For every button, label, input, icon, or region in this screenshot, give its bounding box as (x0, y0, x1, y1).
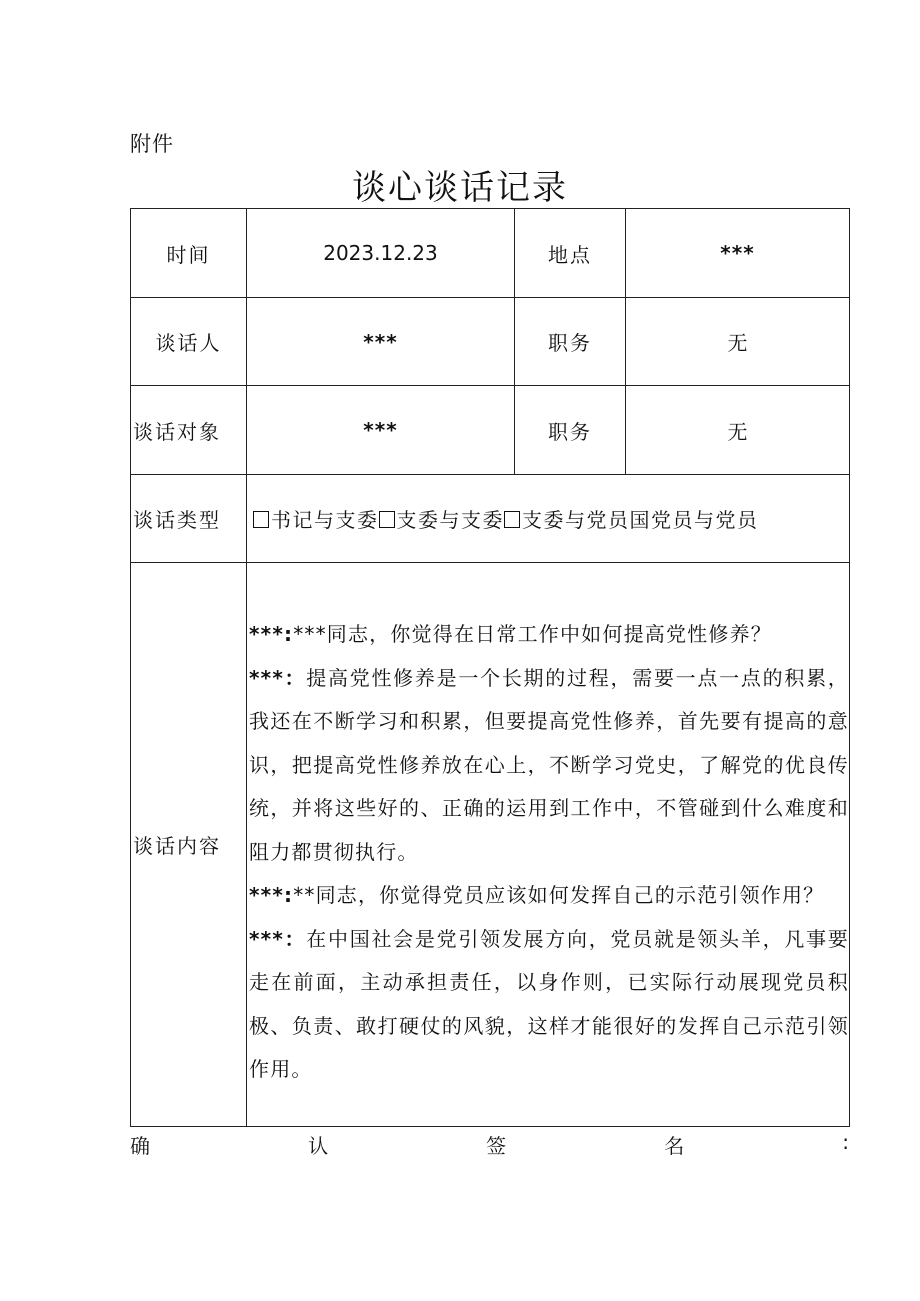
attachment-label: 附件 (130, 132, 174, 156)
dialog-separator: : (283, 622, 294, 646)
dialog-speaker: *** (249, 665, 284, 690)
dialog-speaker: *** (249, 622, 284, 646)
confirm-char: 认 (308, 1134, 329, 1158)
confirm-char: 名 (664, 1134, 685, 1158)
time-value: 2023.12.23 (247, 209, 515, 298)
time-row (131, 209, 850, 298)
dialog-paragraph (249, 657, 849, 875)
target-value: *** (247, 386, 515, 475)
target-duty-value: 无 (626, 386, 850, 475)
speaker-duty-label: 职务 (515, 298, 626, 386)
content-label: 谈话内容 (131, 563, 247, 1127)
confirm-char: 签 (486, 1134, 507, 1158)
document-title: 谈心谈话记录 (352, 168, 568, 208)
dialog-paragraph (249, 613, 849, 657)
dialog-paragraph (249, 918, 849, 1092)
speaker-label: 谈话人 (131, 298, 247, 386)
dialog-separator: : (283, 883, 294, 907)
confirm-colon: : (842, 1130, 849, 1154)
dialog-paragraph (249, 874, 849, 918)
target-label: 谈话对象 (131, 386, 247, 475)
type-option-4: 党员与党员 (651, 508, 759, 532)
dialog-speaker: *** (249, 883, 284, 907)
speaker-value: *** (247, 298, 515, 386)
type-option-2: 支委与支委 (396, 508, 504, 532)
type-options (247, 475, 850, 563)
type-option-3: 支委与党员 (522, 508, 630, 532)
place-label: 地点 (515, 209, 626, 298)
dialog-text: 提高党性修养是一个长期的过程，需要一点一点的积累，我还在不断学习和积累，但要提高党性修养，首先要有提高的意识，把提高党性修养放在心上，不断学习党史，了解党的优良传统，并将这些好的、正确的运用到工作中，不管碰到什么难度和阻力都贯彻执行。 (249, 665, 849, 864)
record-table (130, 208, 850, 1127)
type-label: 谈话类型 (131, 475, 247, 563)
content-body (247, 563, 850, 1127)
content-row (131, 563, 850, 1127)
target-duty-label: 职务 (515, 386, 626, 475)
checkbox-1[interactable] (253, 511, 269, 528)
place-value: *** (626, 209, 850, 298)
dialog-text: **同志，你觉得党员应该如何发挥自己的示范引领作用？ (293, 883, 825, 907)
type-row (131, 475, 850, 563)
dialog-separator: ： (283, 665, 307, 690)
confirm-char: 确 (130, 1134, 150, 1158)
dialog-text: ***同志，你觉得在日常工作中如何提高党性修养？ (293, 622, 772, 646)
time-label: 时间 (131, 209, 247, 298)
speaker-row (131, 298, 850, 386)
type-option-1: 书记与支委 (271, 508, 379, 532)
checkbox-2[interactable] (379, 511, 395, 528)
confirm-signature-line (130, 1130, 849, 1159)
dialog-separator: ： (283, 926, 307, 951)
target-row (131, 386, 850, 475)
dialog-speaker: *** (249, 926, 284, 951)
dialog-text: 在中国社会是党引领发展方向，党员就是领头羊，凡事要走在前面，主动承担责任，以身作则，已实际行动展现党员积极、负责、敢打硬仗的风貌，这样才能很好的发挥自己示范引领作用。 (249, 926, 849, 1081)
checkbox-3[interactable] (504, 511, 520, 528)
checked-checkbox-4[interactable]: 国 (629, 508, 651, 532)
speaker-duty-value: 无 (626, 298, 850, 386)
